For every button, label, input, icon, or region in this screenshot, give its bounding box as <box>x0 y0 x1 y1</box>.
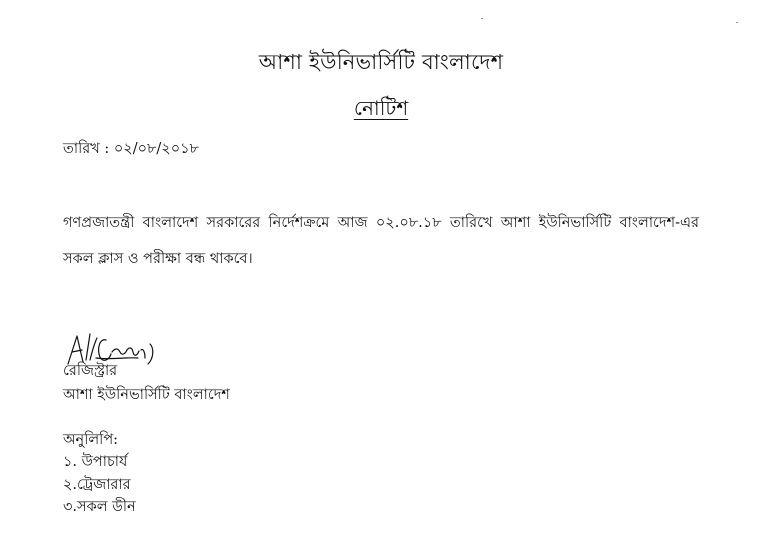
copy-item-vice-chancellor: ১. উপাচার্য <box>63 454 128 470</box>
notice-heading <box>0 94 762 127</box>
copy-list <box>63 452 136 520</box>
signatory-title: রেজিস্ট্রার <box>63 363 118 379</box>
institution-title: আশা ইউনিভার্সিটি বাংলাদেশ <box>258 50 504 74</box>
scan-speck <box>736 22 738 23</box>
notice-body: গণপ্রজাতন্ত্রী বাংলাদেশ সরকারের নির্দেশক্রমে আজ ০২.০৮.১৮ তারিখে আশা ইউনিভার্সিটি বাংলাদেশ-এর সকল ক্লাস ও পরীক্ষা বন্ধ থাকবে। <box>63 215 699 267</box>
notice-heading-text: নোটিশ <box>353 96 409 120</box>
copy-item-deans: ৩.সকল ডীন <box>63 499 136 515</box>
notice-date: তারিখ : ০২/০৮/২০১৮ <box>63 141 199 157</box>
signatory-organization: আশা ইউনিভার্সিটি বাংলাদেশ <box>63 387 230 403</box>
copy-item-treasurer: ২.ট্রেজারার <box>63 476 131 493</box>
copy-heading: অনুলিপি: <box>63 432 119 448</box>
scan-speck <box>481 18 483 19</box>
